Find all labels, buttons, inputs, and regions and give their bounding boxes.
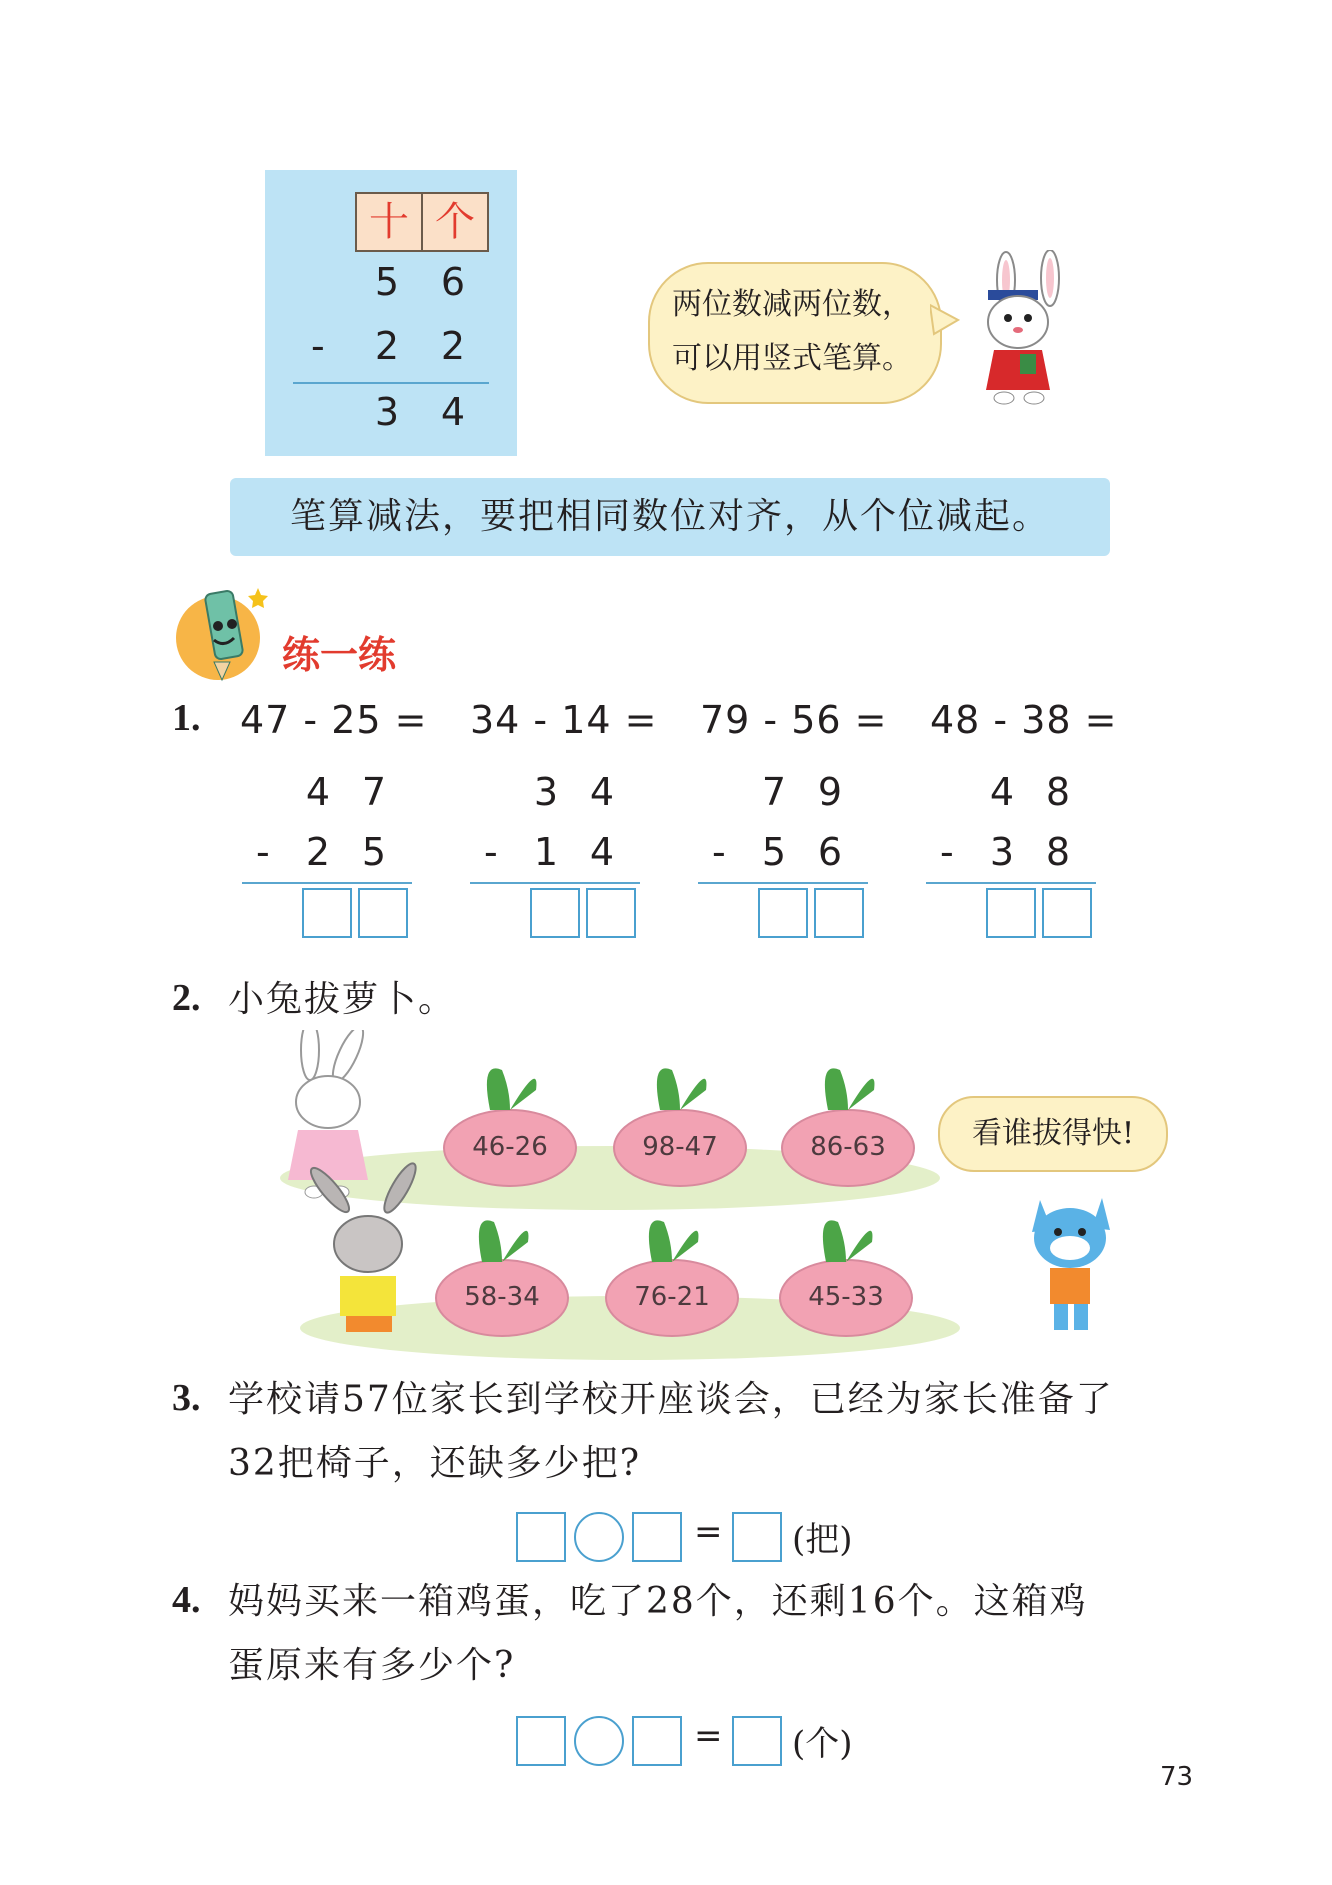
q1-1-line [242, 882, 412, 884]
carrot-label-6[interactable]: 45-33 [808, 1282, 884, 1312]
q4-line-1: 妈妈买来一箱鸡蛋，吃了28个，还剩16个。这箱鸡 [228, 1581, 1088, 1622]
carrot-label-3[interactable]: 86-63 [810, 1132, 886, 1162]
q1-4-bottom-tens: 3 [989, 830, 1015, 874]
q1-1-bottom-tens: 2 [305, 830, 331, 874]
q1-expr-4: 48 - 38 = [930, 698, 1118, 742]
q1-expr-2: 34 - 14 = [470, 698, 658, 742]
q4-unit: (个) [792, 1724, 853, 1764]
q4-operand-2-box[interactable] [632, 1716, 682, 1766]
carrot-label-1[interactable]: 46-26 [472, 1132, 548, 1162]
q2-text: 小兔拔萝卜。 [228, 979, 457, 1020]
q1-3-bottom-ones: 6 [817, 830, 843, 874]
q3-number: 3. [172, 1377, 201, 1419]
q1-2-answer-tens-box[interactable] [530, 888, 580, 938]
q1-1-top-tens: 4 [305, 770, 331, 814]
q3-unit: (把) [792, 1520, 853, 1560]
tip-line-1: 两位数减两位数， [672, 287, 912, 322]
pencil-mascot-icon [170, 580, 280, 690]
q1-1-answer-tens-box[interactable] [302, 888, 352, 938]
tens-place-header: 十 [355, 192, 423, 252]
q3-operand-2-box[interactable] [632, 1512, 682, 1562]
carrot-label-5[interactable]: 76-21 [634, 1282, 710, 1312]
q1-3-minus: - [712, 830, 726, 874]
q3-equals: = [694, 1512, 723, 1552]
q1-vertical-1 [242, 770, 414, 940]
q1-1-minus: - [256, 830, 270, 874]
result-ones-digit: 4 [440, 390, 466, 434]
q1-2-bottom-ones: 4 [589, 830, 615, 874]
top-tens-digit: 5 [374, 260, 400, 304]
tip-line-2: 可以用竖式笔算。 [672, 341, 912, 376]
bubble-tail [930, 300, 960, 340]
q1-3-answer-tens-box[interactable] [758, 888, 808, 938]
q4-line-2: 蛋原来有多少个? [228, 1645, 516, 1686]
q4-equation [516, 1712, 896, 1768]
page-number: 73 [1160, 1762, 1194, 1792]
rule-banner: 笔算减法，要把相同数位对齐，从个位减起。 [230, 478, 1110, 556]
q1-3-bottom-tens: 5 [761, 830, 787, 874]
q4-operand-1-box[interactable] [516, 1716, 566, 1766]
q4-equals: = [694, 1716, 723, 1756]
example-panel [265, 170, 517, 456]
sum-line [293, 382, 489, 384]
q1-vertical-4 [926, 770, 1098, 940]
minus-sign: - [311, 324, 325, 368]
q4-number: 4. [172, 1579, 201, 1621]
q1-1-top-ones: 7 [361, 770, 387, 814]
q1-vertical-3 [698, 770, 870, 940]
tip-speech-bubble [648, 262, 942, 404]
q3-operator-circle[interactable] [574, 1512, 624, 1562]
q1-4-bottom-ones: 8 [1045, 830, 1071, 874]
q1-2-answer-ones-box[interactable] [586, 888, 636, 938]
q1-expr-1: 47 - 25 = [240, 698, 428, 742]
q1-4-answer-tens-box[interactable] [986, 888, 1036, 938]
q3-answer-box[interactable] [732, 1512, 782, 1562]
carrot-label-4[interactable]: 58-34 [464, 1282, 540, 1312]
q1-4-top-tens: 4 [989, 770, 1015, 814]
carrot-label-2[interactable]: 98-47 [642, 1132, 718, 1162]
q4-answer-box[interactable] [732, 1716, 782, 1766]
q1-2-top-ones: 4 [589, 770, 615, 814]
rabbit-teacher-illustration [958, 250, 1078, 410]
q1-4-top-ones: 8 [1045, 770, 1071, 814]
q1-3-top-ones: 9 [817, 770, 843, 814]
q3-equation [516, 1508, 896, 1564]
q3-operand-1-box[interactable] [516, 1512, 566, 1562]
top-ones-digit: 6 [440, 260, 466, 304]
q1-number: 1. [172, 697, 201, 739]
q2-number: 2. [172, 977, 201, 1019]
cat-bubble-text: 看谁拔得快! [971, 1116, 1135, 1151]
q1-2-line [470, 882, 640, 884]
practice-title: 练一练 [282, 632, 397, 677]
q1-4-minus: - [940, 830, 954, 874]
q1-vertical-2 [470, 770, 642, 940]
q1-2-minus: - [484, 830, 498, 874]
q1-4-answer-ones-box[interactable] [1042, 888, 1092, 938]
q1-4-line [926, 882, 1096, 884]
q3-line-1: 学校请57位家长到学校开座谈会，已经为家长准备了 [228, 1379, 1114, 1420]
bottom-ones-digit: 2 [440, 324, 466, 368]
q1-expr-3: 79 - 56 = [700, 698, 888, 742]
cat-speech-bubble [938, 1096, 1168, 1172]
result-tens-digit: 3 [374, 390, 400, 434]
q1-2-top-tens: 3 [533, 770, 559, 814]
q1-2-bottom-tens: 1 [533, 830, 559, 874]
bottom-tens-digit: 2 [374, 324, 400, 368]
q1-1-answer-ones-box[interactable] [358, 888, 408, 938]
ones-place-header: 个 [421, 192, 489, 252]
q3-line-2: 32把椅子，还缺多少把? [228, 1443, 642, 1484]
q1-3-line [698, 882, 868, 884]
q1-3-top-tens: 7 [761, 770, 787, 814]
blue-cat-illustration [1010, 1180, 1130, 1340]
q1-3-answer-ones-box[interactable] [814, 888, 864, 938]
white-rabbit [288, 1030, 369, 1198]
q1-1-bottom-ones: 5 [361, 830, 387, 874]
q4-operator-circle[interactable] [574, 1716, 624, 1766]
